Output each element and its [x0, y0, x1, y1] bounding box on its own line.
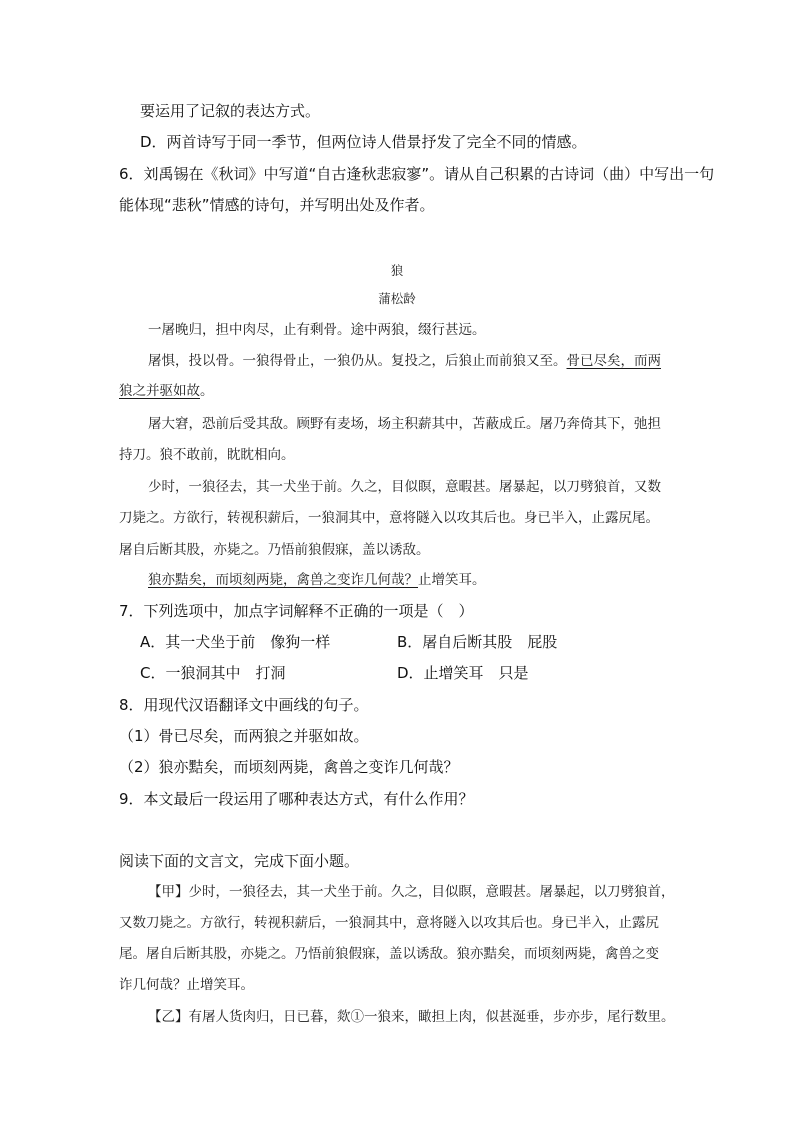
paragraph-5-end: 止增笑耳。 [418, 572, 486, 588]
underlined-sentence-1b: 狼之并驱如故 [119, 383, 200, 399]
option-d: D．两首诗写于同一季节，但两位诗人借景抒发了完全不同的情感。 [140, 133, 587, 151]
passage-paragraph-3-line2: 持刀。狼不敢前，眈眈相向。 [119, 447, 295, 463]
passage-paragraph-2-line1 [148, 351, 661, 371]
question-8-sentence-1: （1）骨已尽矣，而两狼之并驱如故。 [119, 727, 369, 745]
question-8-stem: 8．用现代汉语翻译文中画线的句子。 [119, 696, 369, 714]
jia-line-4: 诈几何哉？止增笑耳。 [119, 977, 254, 993]
underlined-sentence-1a: 骨已尽矣，而两 [566, 353, 661, 369]
passage-paragraph-4-line1: 少时，一狼径去，其一犬坐于前。久之，目似瞑，意暇甚。屠暴起，以刀劈狼首，又数 [148, 479, 661, 495]
option-c-tail: 要运用了记叙的表达方式。 [140, 102, 321, 120]
passage-paragraph-4-line2: 刀毙之。方欲行，转视积薪后，一狼洞其中，意将隧入以攻其后也。身已半入，止露尻尾。 [119, 510, 659, 526]
jia-line-2: 又数刀毙之。方欲行，转视积薪后，一狼洞其中，意将隧入以攻其后也。身已半入，止露尻 [119, 915, 659, 931]
question-7-option-b: B．屠自后断其股 屁股 [397, 633, 558, 651]
question-8-sentence-2: （2）狼亦黠矣，而顷刻两毙，禽兽之变诈几何哉？ [119, 758, 459, 776]
passage-title: 狼 [390, 263, 404, 278]
question-7-option-c: C．一狼洞其中 打洞 [140, 664, 286, 682]
passage-paragraph-2-text: 屠惧，投以骨。一狼得骨止，一狼仍从。复投之，后狼止而前狼又至。 [148, 353, 567, 369]
question-9-stem: 9．本文最后一段运用了哪种表达方式，有什么作用？ [119, 790, 474, 808]
question-6-line1: 6．刘禹锡在《秋词》中写道“自古逢秋悲寂寥”。请从自己积累的古诗词（曲）中写出一句 [119, 165, 715, 183]
passage-paragraph-1: 一屠晚归，担中肉尽，止有剩骨。途中两狼，缀行甚远。 [148, 322, 486, 338]
passage-author: 蒲松龄 [378, 291, 416, 306]
question-7-option-a: A．其一犬坐于前 像狗一样 [140, 633, 331, 651]
underlined-sentence-2: 狼亦黠矣，而顷刻两毙，禽兽之变诈几何哉？ [148, 572, 418, 588]
reading-2-intro: 阅读下面的文言文，完成下面小题。 [119, 852, 360, 870]
passage-paragraph-2-line2 [119, 381, 214, 401]
jia-line-1: 【甲】少时，一狼径去，其一犬坐于前。久之，目似瞑，意暇甚。屠暴起，以刀劈狼首， [148, 884, 675, 900]
passage-paragraph-5 [148, 570, 486, 590]
yi-line-1: 【乙】有屠人货肉归，日已暮，欻①一狼来，瞰担上肉，似甚涎垂，步亦步，尾行数里。 [148, 1009, 675, 1025]
paragraph-2-end: 。 [200, 383, 214, 399]
passage-paragraph-3-line1: 屠大窘，恐前后受其敌。顾野有麦场，场主积薪其中，苫蔽成丘。屠乃奔倚其下，弛担 [148, 416, 661, 432]
passage-paragraph-4-line3: 屠自后断其股，亦毙之。乃悟前狼假寐，盖以诱敌。 [119, 542, 430, 558]
question-7-option-d: D．止增笑耳 只是 [397, 664, 529, 682]
question-6-line2: 能体现“悲秋”情感的诗句，并写明出处及作者。 [119, 196, 435, 214]
question-7-stem: 7．下列选项中，加点字词解释不正确的一项是（ ） [119, 602, 474, 620]
jia-line-3: 尾。屠自后断其股，亦毙之。乃悟前狼假寐，盖以诱敌。狼亦黠矣，而顷刻两毙，禽兽之变 [119, 946, 659, 962]
